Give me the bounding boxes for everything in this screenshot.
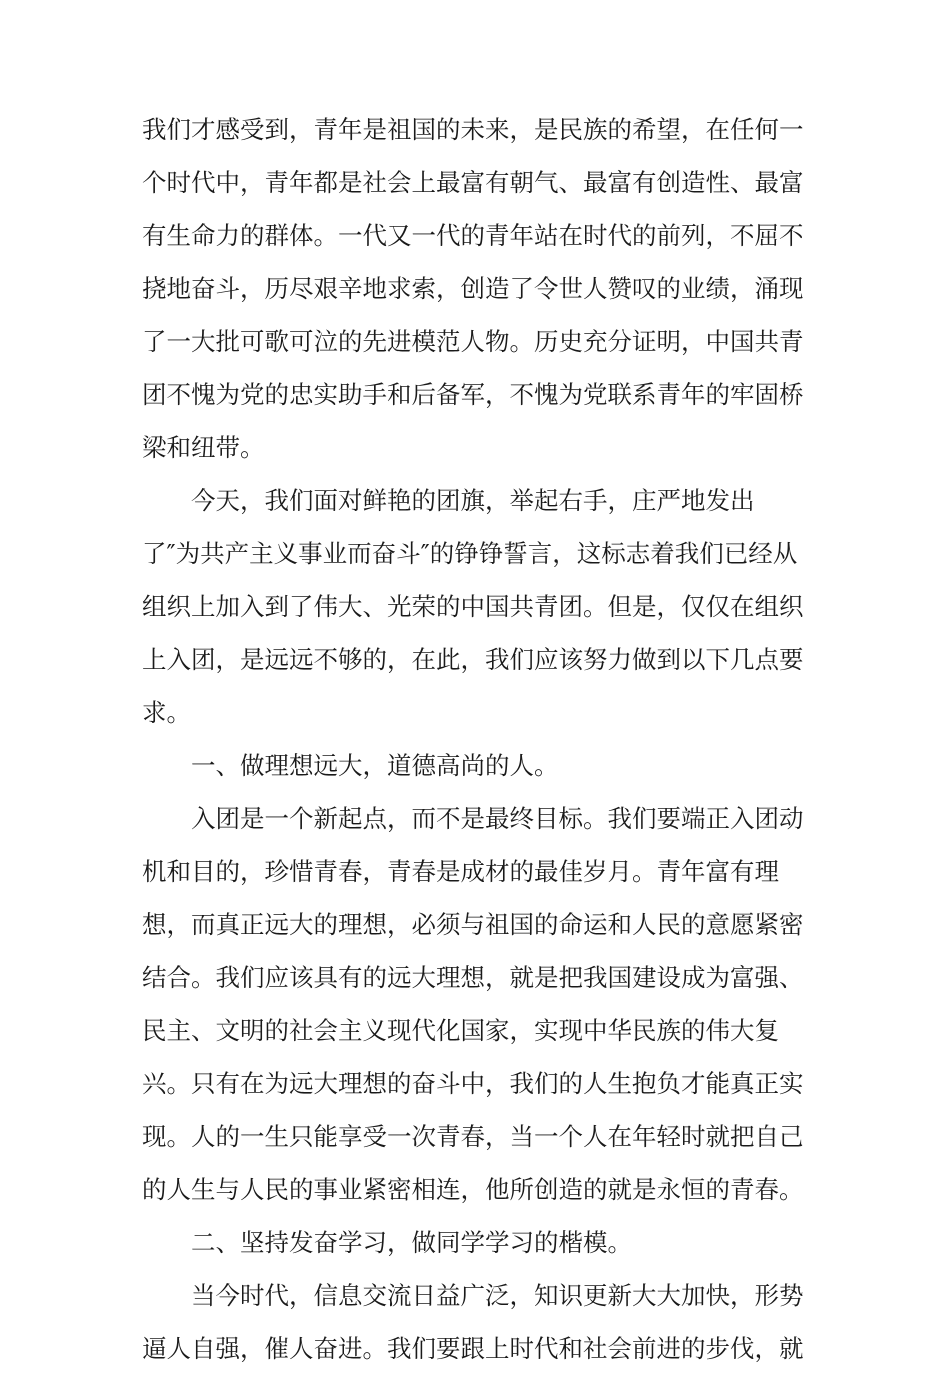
text-line: 入团是一个新起点，而不是最终目标。我们要端正入团动 (191, 804, 804, 833)
text-line: 了″为共产主义事业而奋斗″的铮铮誓言，这标志着我们已经从 (142, 539, 798, 568)
text-line: 兴。只有在为远大理想的奋斗中，我们的人生抱负才能真正实 (142, 1069, 804, 1098)
text-line: 个时代中，青年都是社会上最富有朝气、最富有创造性、最富 (142, 168, 804, 197)
text-line: 的人生与人民的事业紧密相连，他所创造的就是永恒的青春。 (142, 1175, 804, 1204)
text-line: 我们才感受到，青年是祖国的未来，是民族的希望，在任何一 (142, 115, 804, 144)
text-line: 现。人的一生只能享受一次青春，当一个人在年轻时就把自己 (142, 1122, 804, 1151)
text-line: 上入团，是远远不够的，在此，我们应该努力做到以下几点要 (142, 645, 804, 674)
document-body (142, 103, 822, 1375)
text-line: 机和目的，珍惜青春，青春是成材的最佳岁月。青年富有理 (142, 857, 779, 886)
text-line: 了一大批可歌可泣的先进模范人物。历史充分证明，中国共青 (142, 327, 804, 356)
text-line: 二、坚持发奋学习，做同学学习的楷模。 (191, 1228, 632, 1257)
text-line: 团不愧为党的忠实助手和后备军，不愧为党联系青年的牢固桥 (142, 380, 804, 409)
text-line: 组织上加入到了伟大、光荣的中国共青团。但是，仅仅在组织 (142, 592, 804, 621)
text-line: 今天，我们面对鲜艳的团旗，举起右手，庄严地发出 (191, 486, 755, 515)
text-line: 一、做理想远大，道德高尚的人。 (191, 751, 559, 780)
text-line: 梁和纽带。 (142, 433, 265, 462)
text-line: 结合。我们应该具有的远大理想，就是把我国建设成为富强、 (142, 963, 804, 992)
text-line: 民主、文明的社会主义现代化国家，实现中华民族的伟大复 (142, 1016, 779, 1045)
text-line: 当今时代，信息交流日益广泛，知识更新大大加快，形势 (191, 1281, 804, 1310)
text-line: 求。 (142, 698, 191, 727)
text-line: 挠地奋斗，历尽艰辛地求索，创造了令世人赞叹的业绩，涌现 (142, 274, 804, 303)
text-line: 有生命力的群体。一代又一代的青年站在时代的前列，不屈不 (142, 221, 804, 250)
text-line: 逼人自强，催人奋进。我们要跟上时代和社会前进的步伐，就 (142, 1334, 804, 1363)
text-line: 想，而真正远大的理想，必须与祖国的命运和人民的意愿紧密 (142, 910, 804, 939)
